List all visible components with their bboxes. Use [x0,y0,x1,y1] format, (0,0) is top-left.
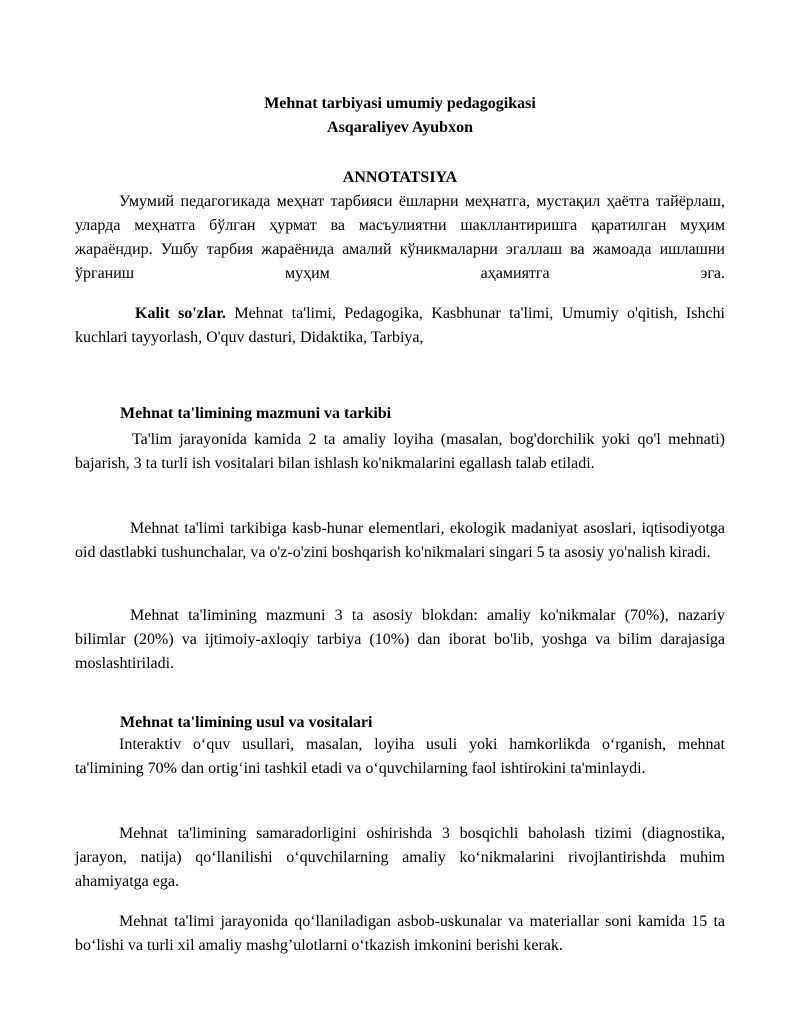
section1-paragraph-2: Mehnat ta'limi tarkibiga kasb-hunar elementlari, ekologik madaniyat asoslari, iqtisodiyotga oid dastlabki tushunchalar, va o'z-o'zini boshqarish ko'nikmalari singari 5 ta asosiy yo'nalish kiradi. [75,520,725,561]
section1-paragraph-1: Ta'lim jarayonida kamida 2 ta amaliy loyiha (masalan, bog'dorchilik yoki qo'l mehnati) bajarish, 3 ta turli ish vositalari bilan ishlash ko'nikmalarini egallash talab etiladi. [75,431,725,472]
keywords-paragraph [75,302,725,350]
document-title: Mehnat tarbiyasi umumiy pedagogikasi [264,95,536,112]
section2-paragraph-3: Mehnat ta'limi jarayonida qo‘llaniladigan asbob-uskunalar va materiallar soni kamida 15 ta bo‘lishi va turli xil amaliy mashg’ulotlarni o‘tkazish imkonini berishi kerak. [75,913,725,954]
section1-paragraph-3: Mehnat ta'limining mazmuni 3 ta asosiy blokdan: amaliy ko'nikmalar (70%), nazariy bilimlar (20%) va ijtimoiy-axloqiy tarbiya (10%) dan iborat bo'lib, yoshga va bilim darajasiga moslashtiriladi. [75,607,725,672]
section2-paragraph-2: Mehnat ta'limining samaradorligini oshirishda 3 bosqichli baholash tizimi (diagnostika, jarayon, natija) qo‘llanilishi o‘quvchilarning amaliy ko‘nikmalarini rivojlantirishda muhim ahamiyatga ega. [75,825,725,890]
document-author: Asqaraliyev Ayubxon [327,119,473,136]
keywords-label: Kalit so'zlar. [135,305,226,322]
section2-paragraph-1: Interaktiv o‘quv usullari, masalan, loyiha usuli yoki hamkorlikda o‘rganish, mehnat ta'limining 70% dan ortig‘ini tashkil etadi va o‘quvchilarning faol ishtirokini ta'minlaydi. [75,736,725,777]
keywords-text: Mehnat ta'limi, Pedagogika, Kasbhunar ta'limi, Umumiy o'qitish, Ishchi kuchlari tayyorlash, O'quv dasturi, Didaktika, Tarbiya, [75,305,725,346]
section-heading-content: Mehnat ta'limining mazmuni va tarkibi [120,405,392,422]
annotation-heading: ANNOTATSIYA [342,169,458,186]
section-heading-methods: Mehnat ta'limining usul va vositalari [120,714,373,731]
annotation-text: Умумий педагогикада меҳнат тарбияси ёшларни меҳнатга, мустақил ҳаётга тайёрлаш, уларда меҳнатга бўлган ҳурмат ва масъулиятни шакллантиришга қаратилган муҳим жараёндир. Ушбу тарбия жараёнида амалий кўникмаларни эгаллаш ва жамоада ишлашни ўрганиш муҳим аҳамиятга эга. [75,193,725,282]
